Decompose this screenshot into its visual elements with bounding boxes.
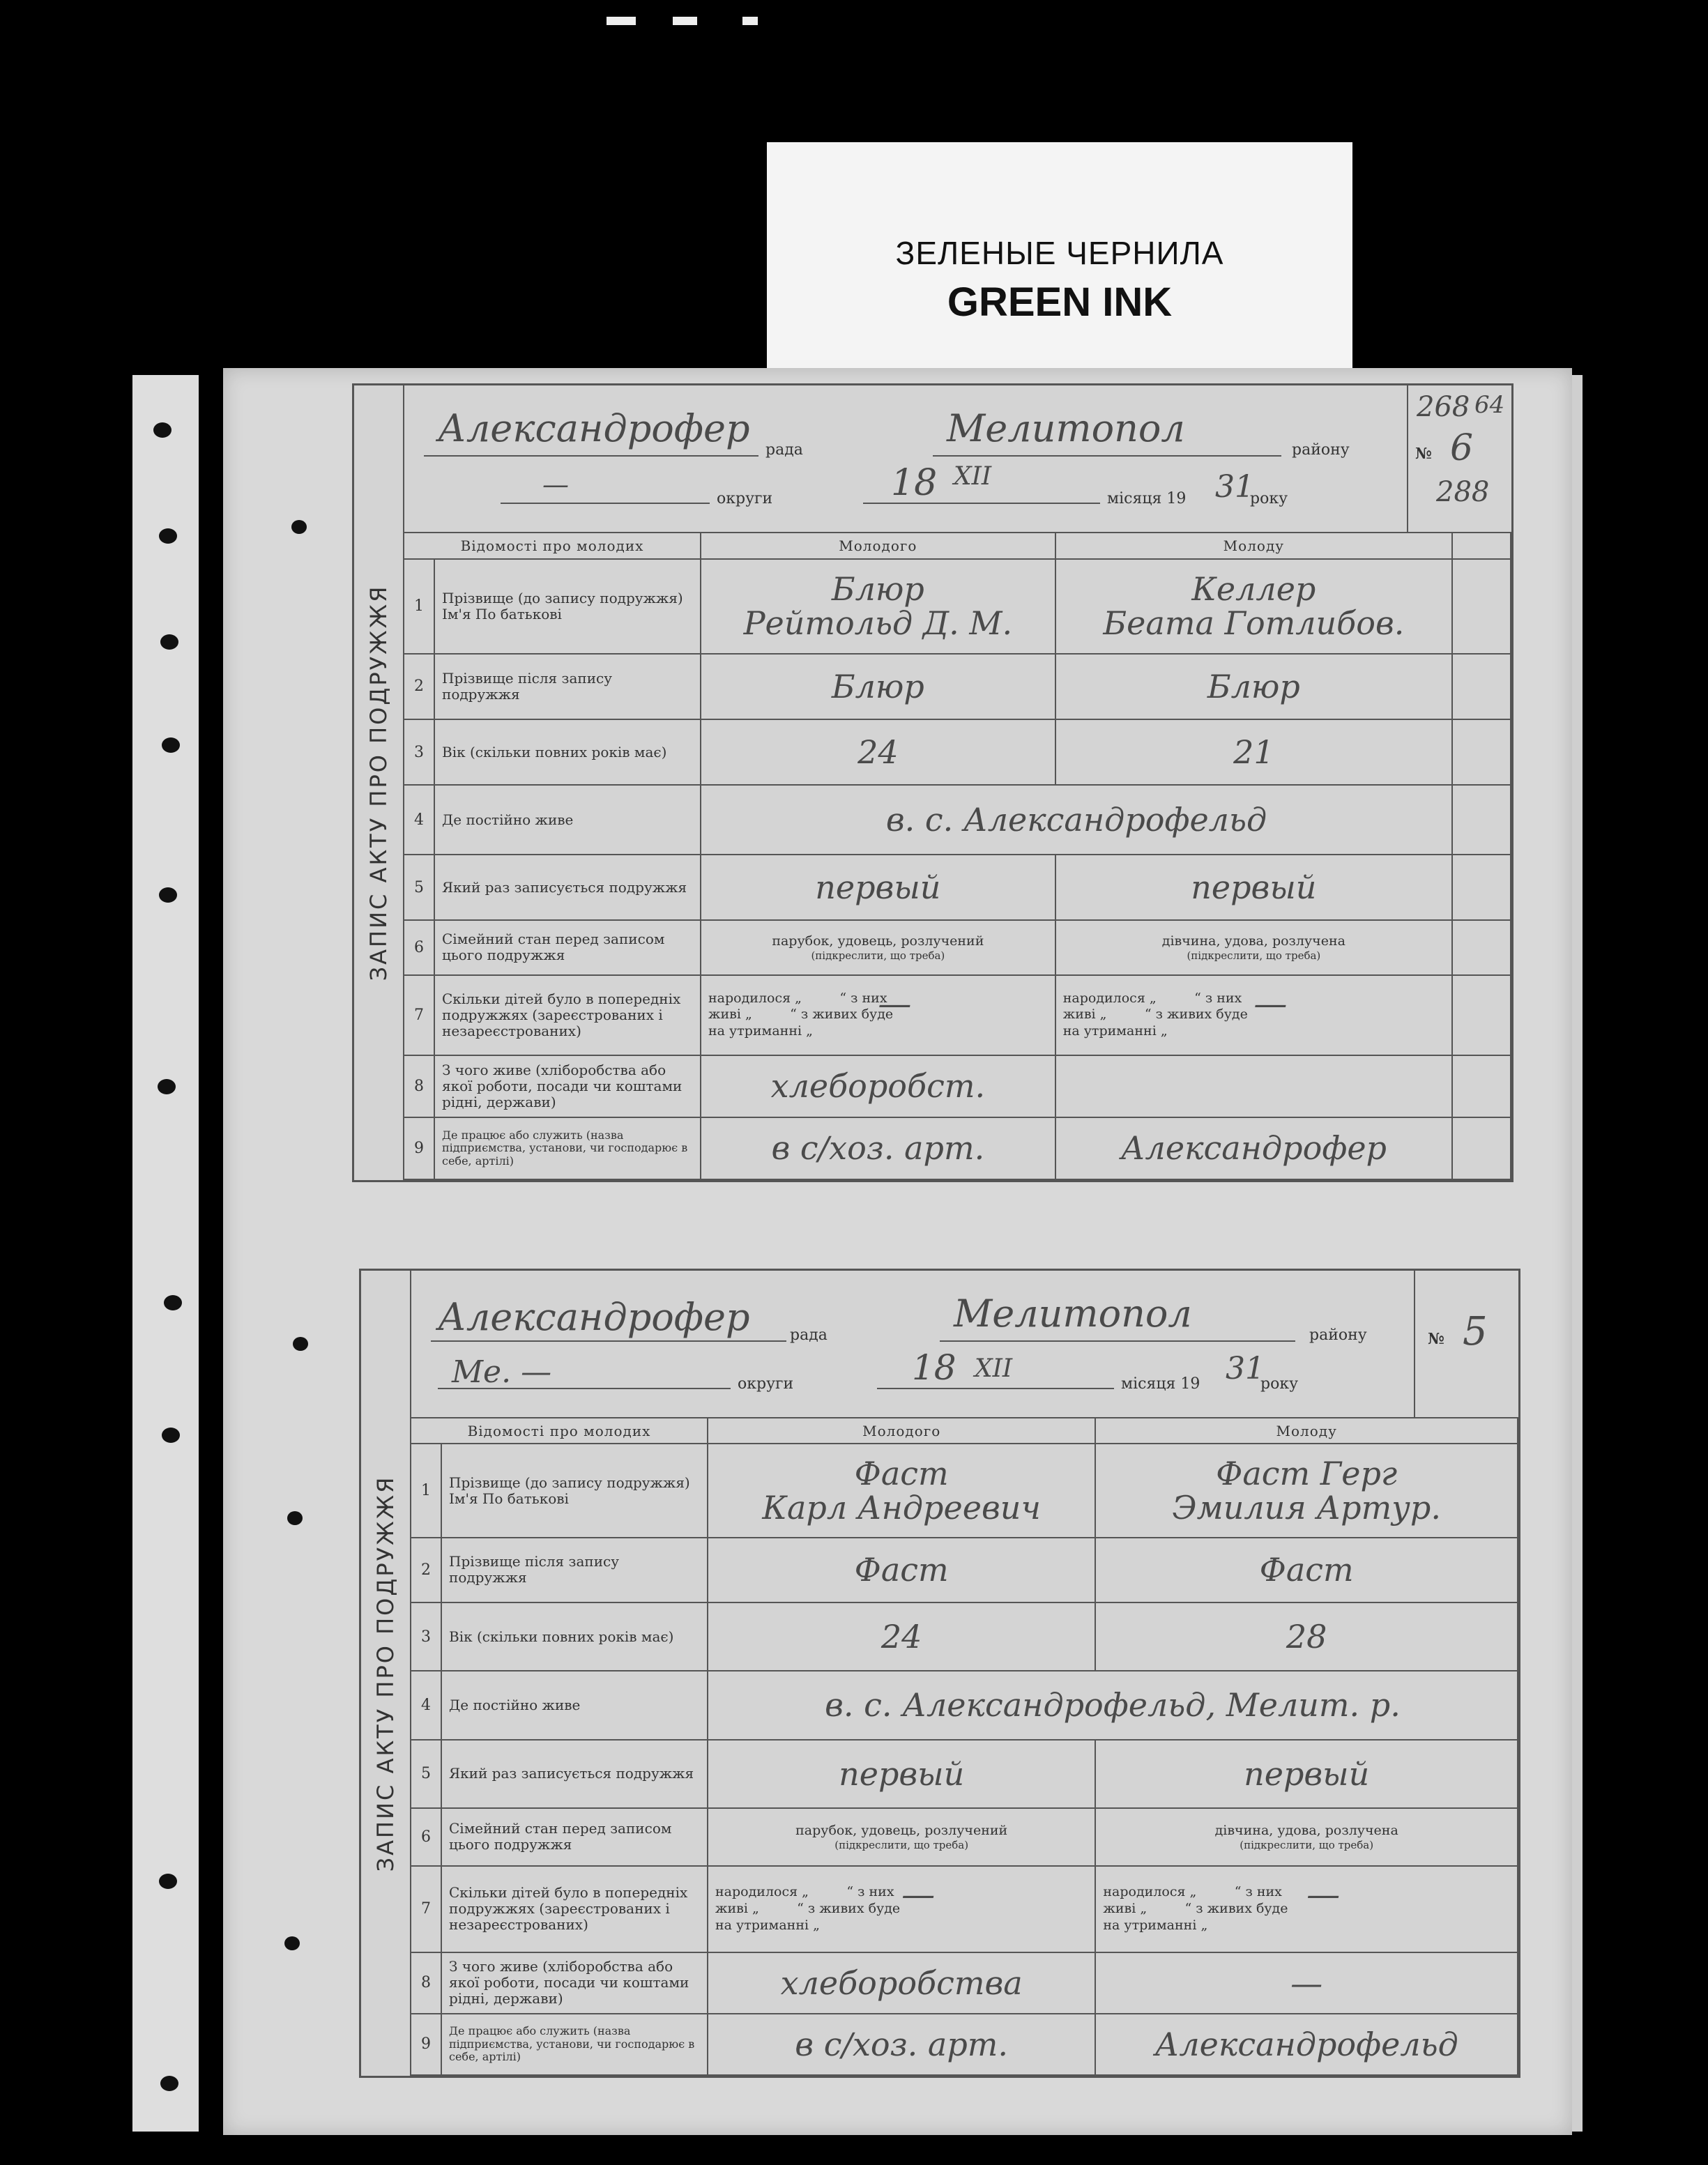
question-text: З чого живе (хліборобства або якої роботи, посади чи коштами рідні, держави) — [434, 1055, 701, 1117]
marriage-record-1 — [352, 383, 1513, 1182]
extra-col — [1452, 533, 1511, 559]
row-number: 5 — [404, 855, 434, 920]
question-text: Де працює або служить (назва підприємства, установи, чи господарює в себе, артілі) — [441, 2014, 708, 2075]
question-text: З чого живе (хліборобства або якої роботи, посади чи коштами рідні, держави) — [441, 1952, 708, 2014]
row-number: 7 — [404, 975, 434, 1055]
record-month: XII — [975, 1354, 1013, 1383]
question-text: Скільки дітей було в попередніх подружжях (зареєстрованих і незареєстрованих) — [434, 975, 701, 1055]
punch-hole — [164, 1295, 182, 1310]
row-number: 2 — [404, 654, 434, 719]
punch-hole — [162, 1428, 180, 1443]
col-bride-header: Молоду — [1055, 533, 1452, 559]
record-number-box — [1414, 1271, 1518, 1417]
groom-times-married: первый — [701, 855, 1055, 920]
bride-occupation: — — [1095, 1952, 1518, 2014]
row-number: 9 — [411, 2014, 441, 2075]
bride-workplace: Александрофельд — [1095, 2014, 1518, 2075]
record-header — [410, 1271, 1518, 1418]
bride-marital-status: дівчина, удова, розлучена (підкреслити, що треба) — [1055, 920, 1452, 975]
col-bride-header: Молоду — [1095, 1418, 1518, 1444]
question-text: Сімейний стан перед записом цього подружжя — [441, 1808, 708, 1866]
row-number: 3 — [411, 1602, 441, 1671]
okrugy-value: Ме. — — [452, 1354, 552, 1390]
record-year: 31 — [1226, 1351, 1265, 1386]
rada-underline — [431, 1340, 786, 1342]
punch-hole — [159, 887, 177, 903]
punch-hole — [153, 422, 171, 438]
row-number: 7 — [411, 1866, 441, 1952]
bride-workplace: Александрофер — [1055, 1117, 1452, 1179]
residence: в. с. Александрофельд, Мелит. р. — [708, 1671, 1518, 1739]
green-ink-label-en: GREEN INK — [947, 280, 1173, 325]
bride-times-married: первый — [1095, 1740, 1518, 1808]
bride-surname-after: Блюр — [1055, 654, 1452, 719]
groom-workplace: в с/хоз. арт. — [708, 2014, 1095, 2075]
groom-age: 24 — [708, 1602, 1095, 1671]
question-text: Який раз записується подружжя — [434, 855, 701, 920]
rada-name: Александрофер — [438, 406, 750, 450]
groom-age: 24 — [701, 719, 1055, 785]
punch-hole — [162, 737, 180, 753]
record-month: XII — [954, 462, 992, 491]
col-groom-header: Молодого — [701, 533, 1055, 559]
raion-underline — [940, 1340, 1295, 1342]
record-side-title: ЗАПИС АКТУ ПРО ПОДРУЖЖЯ — [354, 385, 404, 1180]
groom-marital-status: парубок, удовець, розлучений (підкреслити, що треба) — [708, 1808, 1095, 1866]
rada-label: рада — [765, 441, 803, 459]
binding-strip — [132, 375, 199, 2132]
row-number: 2 — [411, 1538, 441, 1602]
number-label: № — [1415, 445, 1432, 463]
groom-workplace: в с/хоз. арт. — [701, 1117, 1055, 1179]
groom-name: Фаст Карл Андреевич — [708, 1444, 1095, 1538]
okrugy-label: округи — [717, 490, 773, 507]
punch-hole — [160, 634, 178, 650]
film-mark — [673, 17, 697, 25]
raion-name: Мелитопол — [947, 406, 1185, 450]
raion-label: району — [1292, 441, 1350, 459]
month-label: місяця 19 — [1107, 490, 1187, 507]
groom-name: Блюр Рейтольд Д. М. — [701, 559, 1055, 654]
row-number: 4 — [411, 1671, 441, 1739]
question-text: Прізвище (до запису подружжя) Ім'я По батькові — [441, 1444, 708, 1538]
bride-occupation — [1055, 1055, 1452, 1117]
question-text: Скільки дітей було в попередніх подружжях (зареєстрованих і незареєстрованих) — [441, 1866, 708, 1952]
question-text: Сімейний стан перед записом цього подружжя — [434, 920, 701, 975]
row-number: 6 — [404, 920, 434, 975]
okrugy-value: — — [542, 469, 569, 500]
col-info-header: Відомості про молодих — [411, 1418, 708, 1444]
rada-name: Александрофер — [438, 1295, 750, 1339]
question-text: Де постійно живе — [441, 1671, 708, 1739]
groom-children: народилося „ “ з них живі „ “ з живих буде на утриманні „ — — [708, 1866, 1095, 1952]
rada-label: рада — [790, 1326, 828, 1344]
bride-children: народилося „ “ з них живі „ “ з живих буде на утриманні „ — — [1055, 975, 1452, 1055]
punch-hole — [291, 520, 307, 534]
raion-name: Мелитопол — [954, 1292, 1192, 1336]
row-number: 4 — [404, 785, 434, 855]
green-ink-label — [767, 142, 1352, 372]
groom-times-married: первый — [708, 1740, 1095, 1808]
question-text: Прізвище після запису подружжя — [441, 1538, 708, 1602]
groom-surname-after: Блюр — [701, 654, 1055, 719]
question-text: Вік (скільки повних років має) — [441, 1602, 708, 1671]
raion-label: району — [1309, 1326, 1367, 1344]
bride-marital-status: дівчина, удова, розлучена (підкреслити, що треба) — [1095, 1808, 1518, 1866]
punch-hole — [293, 1337, 308, 1351]
row-number: 3 — [404, 719, 434, 785]
archive-number-suffix: 64 — [1474, 391, 1505, 419]
residence: в. с. Александрофельд — [701, 785, 1452, 855]
bride-times-married: первый — [1055, 855, 1452, 920]
record-number: 5 — [1463, 1309, 1488, 1354]
groom-occupation: хлеборобства — [708, 1952, 1095, 2014]
row-number: 5 — [411, 1740, 441, 1808]
record-number: 6 — [1450, 427, 1474, 469]
green-ink-label-ru: ЗЕЛЕНЫЕ ЧЕРНИЛА — [895, 235, 1224, 271]
question-text: Вік (скільки повних років має) — [434, 719, 701, 785]
number-label: № — [1428, 1330, 1444, 1348]
groom-surname-after: Фаст — [708, 1538, 1095, 1602]
record-side-title: ЗАПИС АКТУ ПРО ПОДРУЖЖЯ — [361, 1271, 411, 2076]
row-number: 1 — [411, 1444, 441, 1538]
year-label: року — [1260, 1375, 1299, 1393]
row-number: 8 — [404, 1055, 434, 1117]
record-day: 18 — [891, 462, 938, 504]
row-number: 9 — [404, 1117, 434, 1179]
bride-age: 21 — [1055, 719, 1452, 785]
record-table — [410, 1417, 1518, 2076]
bride-age: 28 — [1095, 1602, 1518, 1671]
punch-hole — [158, 1079, 176, 1094]
film-mark — [607, 17, 636, 25]
row-number: 6 — [411, 1808, 441, 1866]
okrugy-label: округи — [738, 1375, 794, 1393]
bride-name: Келлер Беата Готлибов. — [1055, 559, 1452, 654]
question-text: Прізвище після запису подружжя — [434, 654, 701, 719]
bride-name: Фаст Герг Эмилия Артур. — [1095, 1444, 1518, 1538]
marriage-record-2 — [359, 1269, 1520, 2078]
okrugy-underline — [501, 503, 710, 504]
archive-number-bottom: 288 — [1436, 476, 1490, 508]
okrugy-underline — [438, 1388, 731, 1389]
col-groom-header: Молодого — [708, 1418, 1095, 1444]
record-header — [403, 385, 1511, 533]
raion-underline — [933, 455, 1281, 457]
month-label: місяця 19 — [1121, 1375, 1200, 1393]
row-number: 1 — [404, 559, 434, 654]
punch-hole — [284, 1936, 300, 1950]
punch-hole — [287, 1511, 303, 1525]
bride-surname-after: Фаст — [1095, 1538, 1518, 1602]
punch-hole — [159, 528, 177, 544]
groom-children: народилося „ “ з них живі „ “ з живих буде на утриманні „ — — [701, 975, 1055, 1055]
question-text: Де працює або служить (назва підприємства, установи, чи господарює в себе, артілі) — [434, 1117, 701, 1179]
record-year: 31 — [1215, 469, 1254, 505]
question-text: Який раз записується подружжя — [441, 1740, 708, 1808]
punch-hole — [159, 1874, 177, 1889]
groom-marital-status: парубок, удовець, розлучений (підкреслити, що треба) — [701, 920, 1055, 975]
row-number: 8 — [411, 1952, 441, 2014]
bride-children: народилося „ “ з них живі „ “ з живих буде на утриманні „ — — [1095, 1866, 1518, 1952]
film-mark — [742, 17, 758, 25]
date-underline — [863, 503, 1100, 504]
groom-occupation: хлеборобст. — [701, 1055, 1055, 1117]
record-number-box — [1407, 385, 1511, 532]
archive-number-top: 268 — [1417, 391, 1470, 423]
year-label: року — [1250, 490, 1288, 507]
punch-hole — [160, 2076, 178, 2091]
question-text: Де постійно живе — [434, 785, 701, 855]
col-info-header: Відомості про молодих — [404, 533, 701, 559]
rada-underline — [424, 455, 758, 457]
record-day: 18 — [912, 1347, 956, 1388]
question-text: Прізвище (до запису подружжя) Ім'я По батькові — [434, 559, 701, 654]
record-table — [403, 532, 1511, 1180]
date-underline — [877, 1388, 1114, 1389]
